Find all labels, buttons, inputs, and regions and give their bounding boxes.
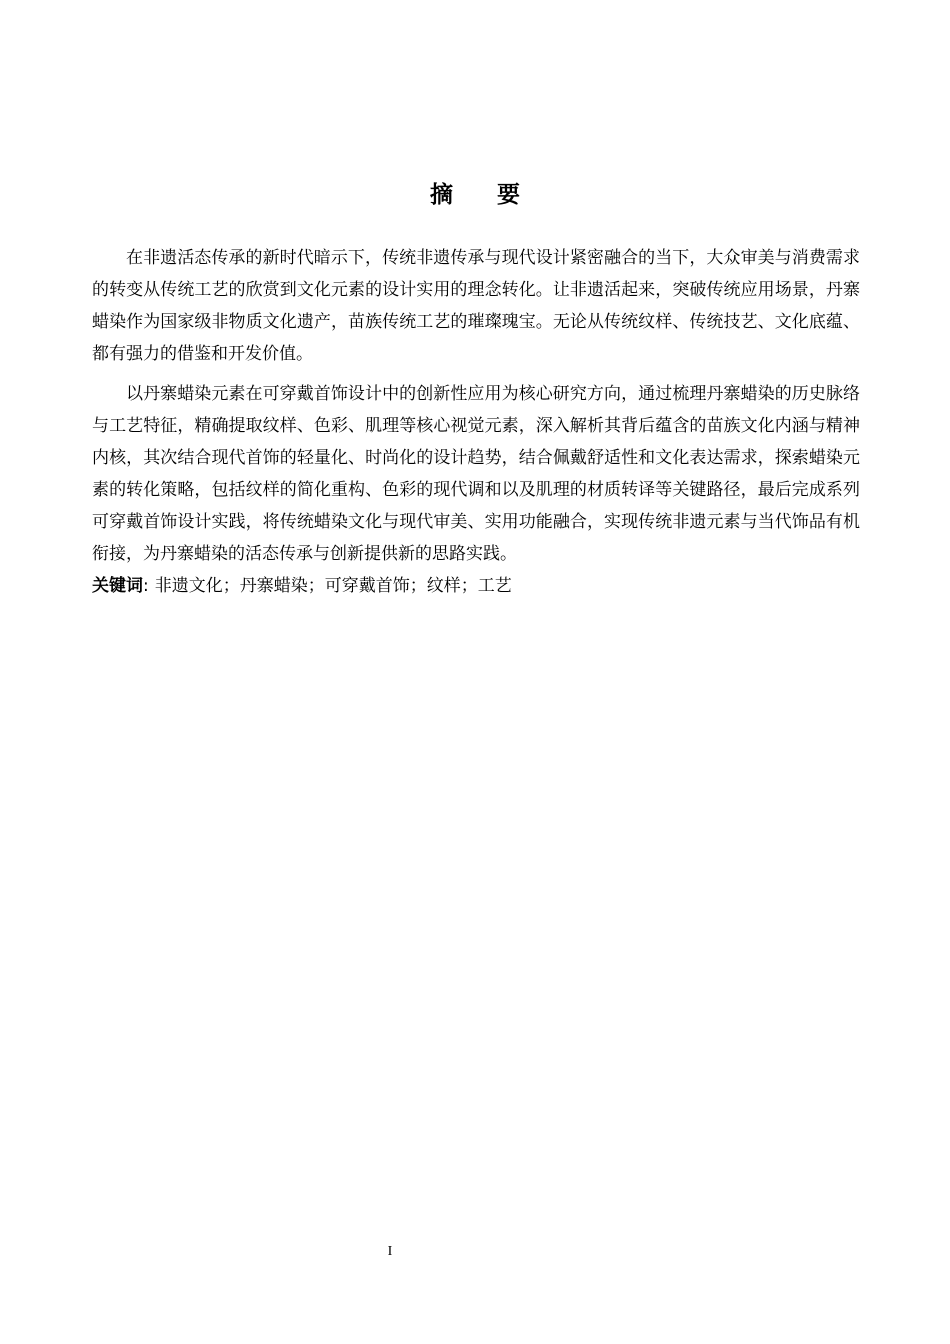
keywords-label: 关键词 xyxy=(92,576,143,596)
keywords-list: 非遗文化；丹寨蜡染；可穿戴首饰；纹样；工艺 xyxy=(154,576,512,596)
keywords-line xyxy=(92,574,860,598)
keywords-separator: : xyxy=(143,576,149,596)
abstract-title: 摘要 xyxy=(430,182,564,208)
abstract-paragraph-1: 在非遗活态传承的新时代暗示下，传统非遗传承与现代设计紧密融合的当下，大众审美与消费需求的转变从传统工艺的欣赏到文化元素的设计实用的理念转化。让非遗活起来，突破传统应用场景，丹寨蜡染作为国家级非物质文化遗产，苗族传统工艺的璀璨瑰宝。无论从传统纹样、传统技艺、文化底蕴、都有强力的借鉴和开发价值。 xyxy=(92,248,860,364)
abstract-paragraph-2: 以丹寨蜡染元素在可穿戴首饰设计中的创新性应用为核心研究方向，通过梳理丹寨蜡染的历史脉络与工艺特征，精确提取纹样、色彩、肌理等核心视觉元素，深入解析其背后蕴含的苗族文化内涵与精神内核，其次结合现代首饰的轻量化、时尚化的设计趋势，结合佩戴舒适性和文化表达需求，探索蜡染元素的转化策略，包括纹样的简化重构、色彩的现代调和以及肌理的材质转译等关键路径，最后完成系列可穿戴首饰设计实践，将传统蜡染文化与现代审美、实用功能融合，实现传统非遗元素与当代饰品有机衔接，为丹寨蜡染的活态传承与创新提供新的思路实践。 xyxy=(92,384,860,564)
abstract-body xyxy=(92,242,860,598)
page-number: I xyxy=(387,1244,393,1259)
